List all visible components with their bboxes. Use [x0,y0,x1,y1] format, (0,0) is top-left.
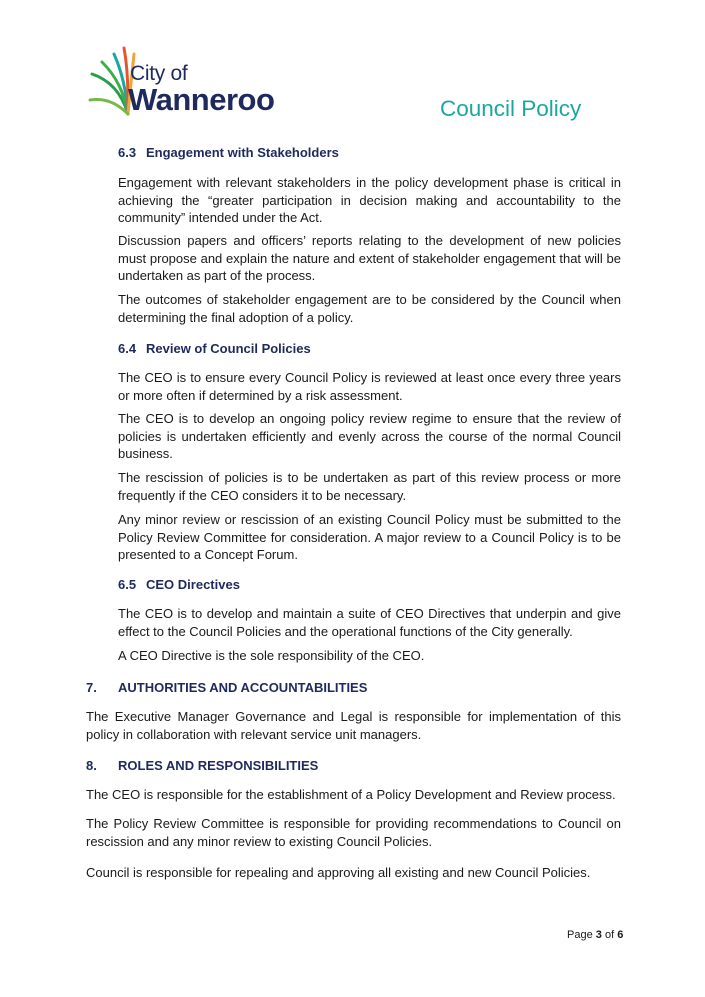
paragraph: Any minor review or rescission of an existing Council Policy must be submitted to the Policy Review Committee for consideration. A major review to a Council Policy is to be presented to a Concept Forum. [118,512,621,562]
section-heading-6-3 [118,145,339,160]
section-number: 8. [86,758,97,773]
paragraph: The outcomes of stakeholder engagement are to be considered by the Council when determining the final adoption of a policy. [118,292,621,325]
paragraph: The rescission of policies is to be undertaken as part of this review process or more frequently if the CEO considers it to be necessary. [118,470,621,503]
page-current: 3 [595,929,602,941]
of-label: of [604,929,615,941]
paragraph: The CEO is to develop an ongoing policy review regime to ensure that the review of policies is undertaken efficiently and evenly across the course of the normal Council business. [118,411,621,461]
section-title: Review of Council Policies [146,341,311,356]
section-title: Engagement with Stakeholders [146,145,339,160]
section-heading-8 [86,758,318,773]
section-number: 6.3 [118,145,137,160]
section-number: 6.4 [118,341,137,356]
paragraph: The CEO is to develop and maintain a suite of CEO Directives that underpin and give effect to the Council Policies and the operational functions of the City generally. [118,606,621,639]
paragraph: Council is responsible for repealing and approving all existing and new Council Policies. [86,865,591,880]
page-label: Page [567,929,593,941]
paragraph: Engagement with relevant stakeholders in the policy development phase is critical in achieving the “greater participation in decision making and accountability to the community” intended under the Act. [118,175,621,225]
paragraph: A CEO Directive is the sole responsibility of the CEO. [118,648,425,663]
section-title: CEO Directives [146,577,240,592]
section-heading-6-5 [118,577,240,592]
logo-line-2: Wanneroo [128,82,275,117]
section-heading-7 [86,680,367,695]
paragraph: The Policy Review Committee is responsible for providing recommendations to Council on rescission and any minor review to existing Council Policies. [86,816,621,849]
section-title: ROLES AND RESPONSIBILITIES [118,758,319,773]
paragraph: The CEO is responsible for the establishment of a Policy Development and Review process. [86,787,616,802]
section-heading-6-4 [118,341,311,356]
logo-line-1: City of [130,62,188,85]
page-total: 6 [617,929,624,941]
section-number: 6.5 [118,577,137,592]
section-title: AUTHORITIES AND ACCOUNTABILITIES [118,680,368,695]
paragraph: The CEO is to ensure every Council Policy is reviewed at least once every three years or more often if determined by a risk assessment. [118,370,621,403]
paragraph: The Executive Manager Governance and Legal is responsible for implementation of this policy in collaboration with relevant service unit managers. [86,709,621,742]
paragraph: Discussion papers and officers’ reports relating to the development of new policies must propose and explain the nature and extent of stakeholder engagement that will be undertaken as part of the process. [118,233,621,283]
section-number: 7. [86,680,97,695]
page-number-footer [567,929,623,941]
document-type-title: Council Policy [440,96,582,121]
